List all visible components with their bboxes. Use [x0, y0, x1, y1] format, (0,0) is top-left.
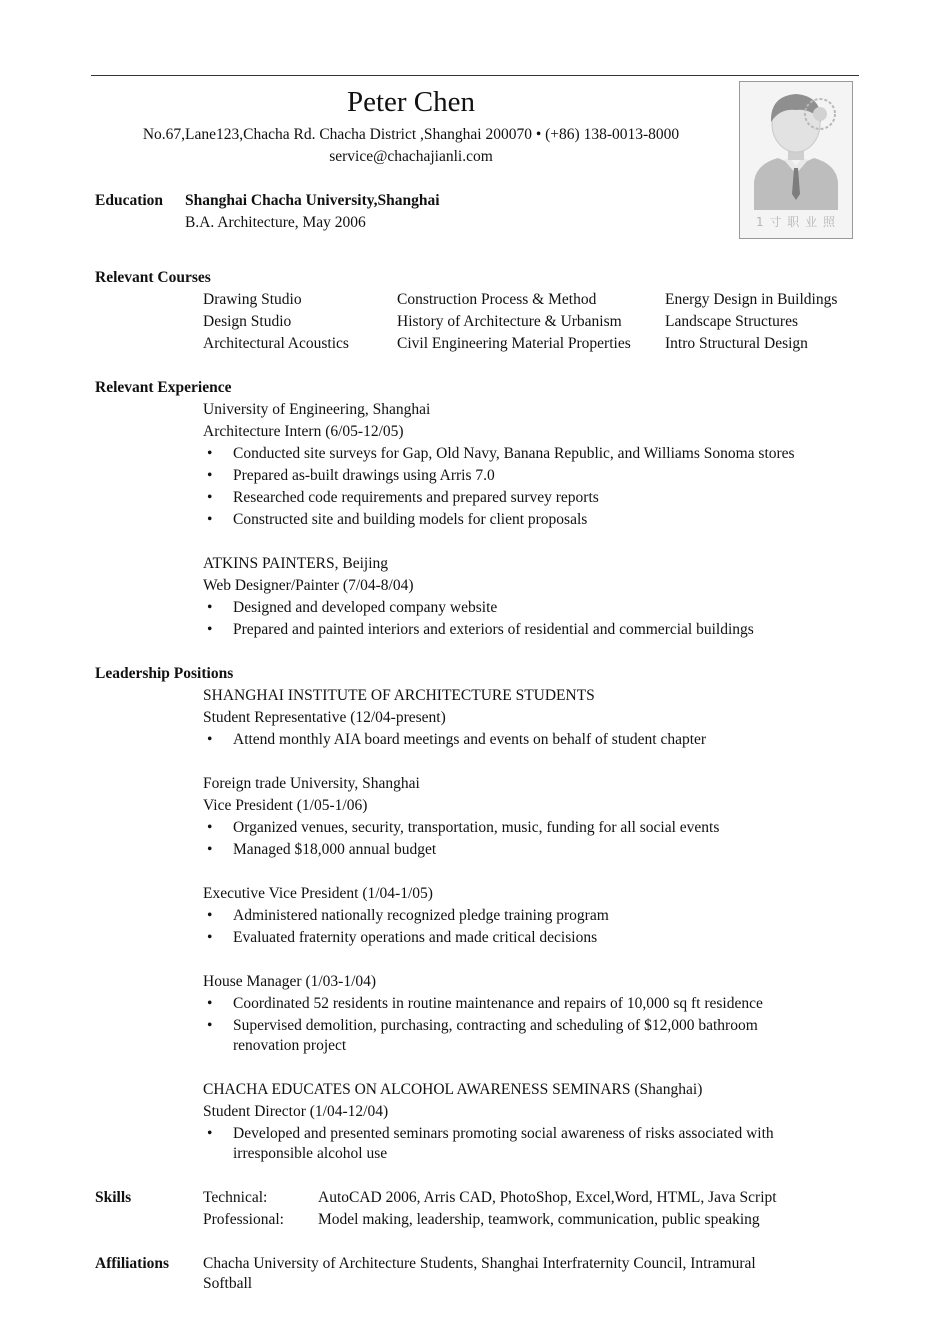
bullet-icon: •: [207, 907, 213, 924]
bullet-icon: •: [207, 841, 213, 858]
course-cell: Construction Process & Method: [397, 291, 597, 308]
list-item: Evaluated fraternity operations and made critical decisions: [233, 929, 598, 946]
leadership-role: House Manager (1/03-1/04): [203, 973, 377, 990]
bullet-icon: •: [207, 599, 213, 616]
section-label-leadership: Leadership Positions: [95, 665, 234, 682]
education-school: Shanghai Chacha University,Shanghai: [185, 192, 440, 209]
bullet-icon: •: [207, 1017, 213, 1034]
course-cell: Energy Design in Buildings: [665, 291, 838, 308]
list-item: Managed $18,000 annual budget: [233, 841, 437, 858]
affiliations-line: Chacha University of Architecture Students, Shanghai Interfraternity Council, Intramural: [203, 1255, 756, 1272]
affiliations-line: Softball: [203, 1275, 253, 1292]
education-degree: B.A. Architecture, May 2006: [185, 214, 366, 231]
course-cell: History of Architecture & Urbanism: [397, 313, 622, 330]
leadership-org: Foreign trade University, Shanghai: [203, 775, 420, 792]
bullet-icon: •: [207, 929, 213, 946]
list-item: Administered nationally recognized pledge training program: [233, 907, 609, 924]
table-row: [203, 334, 837, 356]
list-item: Prepared and painted interiors and exteriors of residential and commercial buildings: [233, 621, 754, 638]
candidate-name: Peter Chen: [346, 86, 476, 118]
bullet-icon: •: [207, 511, 213, 528]
course-cell: Intro Structural Design: [665, 335, 808, 352]
contact-email: service@chachajianli.com: [329, 148, 493, 165]
list-item: Constructed site and building models for client proposals: [233, 511, 588, 528]
skills-technical: AutoCAD 2006, Arris CAD, PhotoShop, Excel,Word, HTML, Java Script: [318, 1189, 777, 1206]
leadership-role: Student Director (1/04-12/04): [203, 1103, 389, 1120]
section-label-experience: Relevant Experience: [95, 379, 232, 396]
course-cell: Drawing Studio: [203, 291, 302, 308]
course-cell: Design Studio: [203, 313, 292, 330]
bullet-icon: •: [207, 467, 213, 484]
leadership-org: CHACHA EDUCATES ON ALCOHOL AWARENESS SEMINARS (Shanghai): [203, 1081, 703, 1098]
experience-org: ATKINS PAINTERS, Beijing: [203, 555, 389, 572]
experience-org: University of Engineering, Shanghai: [203, 401, 431, 418]
list-item: Supervised demolition, purchasing, contracting and scheduling of $12,000 bathroom: [233, 1017, 758, 1034]
course-cell: Architectural Acoustics: [203, 335, 349, 352]
bullet-icon: •: [207, 489, 213, 506]
contact-address: No.67,Lane123,Chacha Rd. Chacha District ,Shanghai 200070 • (+86) 138-0013-8000: [142, 126, 680, 143]
bullet-icon: •: [207, 819, 213, 836]
skills-professional-label: Professional:: [203, 1211, 284, 1228]
course-cell: Civil Engineering Material Properties: [397, 335, 631, 352]
list-item: Prepared as-built drawings using Arris 7.0: [233, 467, 495, 484]
section-label-skills: Skills: [95, 1189, 132, 1206]
table-row: [203, 290, 837, 312]
courses-table: [203, 290, 837, 356]
list-item: Organized venues, security, transportation, music, funding for all social events: [233, 819, 720, 836]
section-label-affiliations: Affiliations: [95, 1255, 170, 1272]
bullet-icon: •: [207, 621, 213, 638]
list-item: Researched code requirements and prepared survey reports: [233, 489, 599, 506]
experience-role: Web Designer/Painter (7/04-8/04): [203, 577, 414, 594]
experience-role: Architecture Intern (6/05-12/05): [203, 423, 404, 440]
leadership-role: Executive Vice President (1/04-1/05): [203, 885, 433, 902]
bullet-icon: •: [207, 995, 213, 1012]
section-label-courses: Relevant Courses: [95, 269, 211, 286]
bullet-icon: •: [207, 445, 213, 462]
table-row: [203, 312, 837, 334]
profile-photo: [739, 81, 853, 239]
bullet-icon: •: [207, 731, 213, 748]
skills-professional: Model making, leadership, teamwork, communication, public speaking: [318, 1211, 760, 1228]
list-item: Conducted site surveys for Gap, Old Navy, Banana Republic, and Williams Sonoma stores: [233, 445, 795, 462]
header-rule: [91, 75, 859, 76]
list-item: Developed and presented seminars promoting social awareness of risks associated with: [233, 1125, 774, 1142]
list-item: Designed and developed company website: [233, 599, 498, 616]
list-item: Coordinated 52 residents in routine maintenance and repairs of 10,000 sq ft residence: [233, 995, 763, 1012]
leadership-role: Vice President (1/05-1/06): [203, 797, 368, 814]
photo-caption: 1 寸 职 业 照: [756, 215, 836, 229]
bullet-icon: •: [207, 1125, 213, 1142]
list-item-continuation: irresponsible alcohol use: [233, 1145, 388, 1162]
course-cell: Landscape Structures: [665, 313, 798, 330]
skills-technical-label: Technical:: [203, 1189, 268, 1206]
list-item-continuation: renovation project: [233, 1037, 347, 1054]
section-label-education: Education: [95, 192, 164, 209]
leadership-org: SHANGHAI INSTITUTE OF ARCHITECTURE STUDENTS: [203, 687, 595, 704]
list-item: Attend monthly AIA board meetings and events on behalf of student chapter: [233, 731, 707, 748]
leadership-role: Student Representative (12/04-present): [203, 709, 446, 726]
